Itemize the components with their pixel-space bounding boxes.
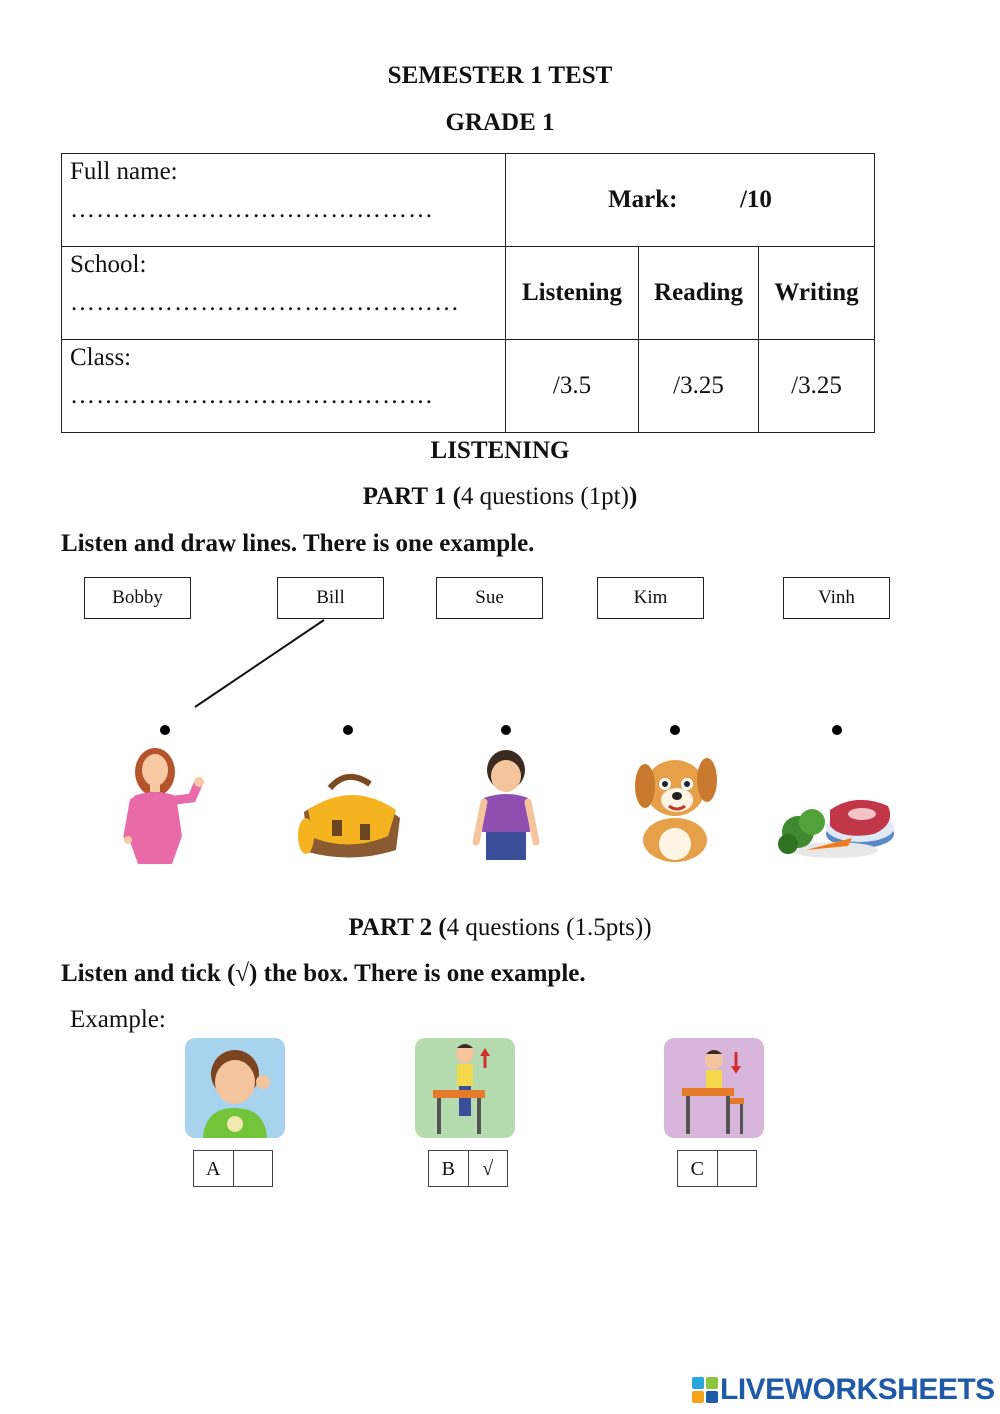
part2-instruction: Listen and tick (√) the box. There is one example. xyxy=(61,960,586,987)
part2-title: PART 2 (4 questions (1.5pts)) xyxy=(348,914,652,941)
option-c-letter: C xyxy=(678,1151,718,1186)
class-label: Class: xyxy=(70,344,132,371)
option-a-letter: A xyxy=(194,1151,234,1186)
liveworksheets-logo-icon xyxy=(692,1377,718,1403)
liveworksheets-logo[interactable] xyxy=(692,1372,995,1408)
woman-picture xyxy=(110,740,230,868)
score-listening: /3.5 xyxy=(506,340,639,433)
option-a-box[interactable] xyxy=(193,1150,273,1187)
schoolbag-picture xyxy=(292,740,412,868)
skill-writing: Writing xyxy=(759,247,875,340)
match-dot-5[interactable] xyxy=(832,725,842,735)
school-field[interactable]: ……………………………………… xyxy=(70,289,460,316)
match-dot-1[interactable] xyxy=(160,725,170,735)
skill-listening: Listening xyxy=(506,247,639,340)
part1-instruction: Listen and draw lines. There is one example. xyxy=(61,530,535,557)
part1-title: PART 1 (4 questions (1pt)) xyxy=(362,483,638,510)
mark-label: Mark: xyxy=(608,186,678,213)
match-dot-2[interactable] xyxy=(343,725,353,735)
class-field[interactable]: …………………………………… xyxy=(70,382,434,409)
school-label: School: xyxy=(70,251,147,278)
puppy-picture xyxy=(615,740,735,868)
listening-heading: LISTENING xyxy=(430,437,570,464)
full-name-field[interactable]: …………………………………… xyxy=(70,196,434,223)
match-dot-4[interactable] xyxy=(670,725,680,735)
option-b-letter: B xyxy=(429,1151,469,1186)
name-box-sue[interactable]: Sue xyxy=(436,577,543,619)
option-b-tick[interactable]: √ xyxy=(482,1158,494,1180)
boy-picture xyxy=(446,740,566,868)
option-c-box[interactable] xyxy=(677,1150,757,1187)
name-box-kim[interactable]: Kim xyxy=(597,577,704,619)
liveworksheets-brand: LIVEWORKSHEETS xyxy=(720,1373,995,1406)
test-title: SEMESTER 1 TEST xyxy=(387,62,613,89)
grade-title: GRADE 1 xyxy=(445,109,555,136)
option-a-tick[interactable] xyxy=(234,1151,273,1186)
option-c-picture xyxy=(664,1038,764,1138)
name-box-bill[interactable]: Bill xyxy=(277,577,384,619)
skill-reading: Reading xyxy=(639,247,759,340)
name-box-bobby[interactable]: Bobby xyxy=(84,577,191,619)
score-reading: /3.25 xyxy=(639,340,759,433)
option-a-picture xyxy=(185,1038,285,1138)
full-name-label: Full name: xyxy=(70,158,178,185)
mark-total: /10 xyxy=(739,186,772,213)
example-label: Example: xyxy=(70,1006,166,1033)
option-c-tick[interactable] xyxy=(718,1151,757,1186)
match-dot-3[interactable] xyxy=(501,725,511,735)
option-b-picture xyxy=(415,1038,515,1138)
option-b-box[interactable] xyxy=(428,1150,508,1187)
score-writing: /3.25 xyxy=(759,340,875,433)
food-picture xyxy=(776,740,896,868)
name-box-vinh[interactable]: Vinh xyxy=(783,577,890,619)
